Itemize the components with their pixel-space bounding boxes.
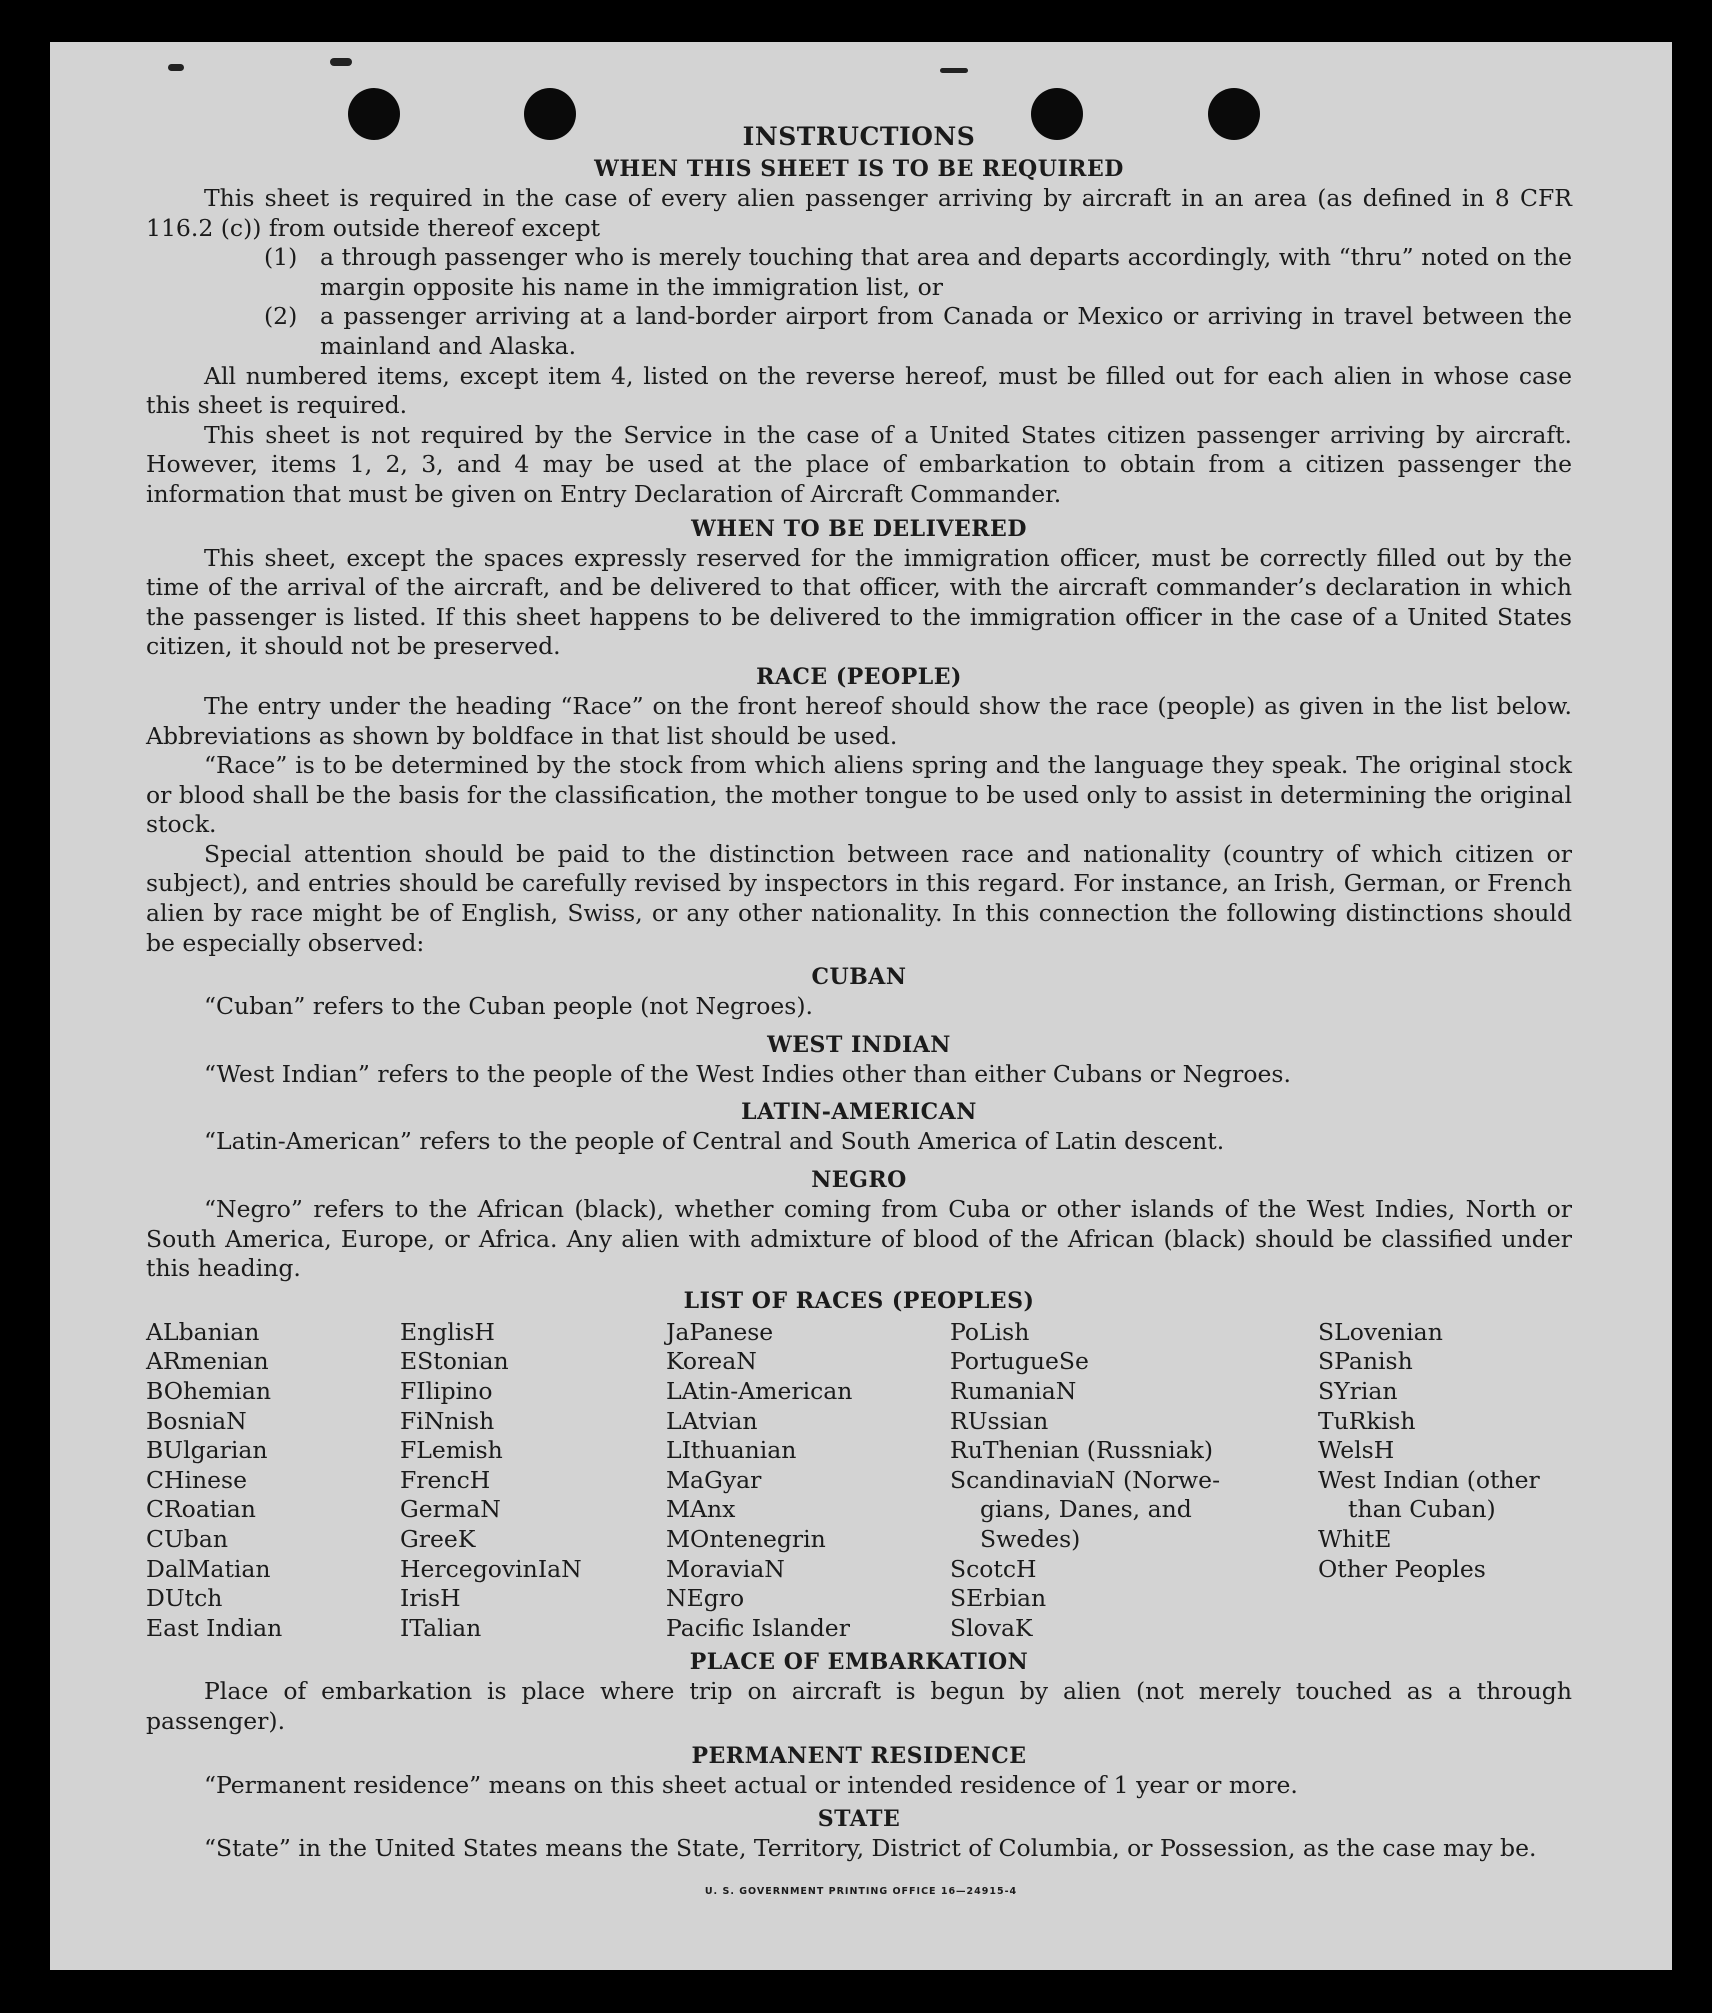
races-column [950,1318,1318,1644]
race-item: Other Peoples [1318,1554,1486,1583]
race-item: East Indian [146,1613,283,1642]
paragraph: This sheet is required in the case of every alien passenger arriving by aircraft in an area (as defined in 8 CFR 116.2 (c)) from outside thereof except [146,184,1572,242]
race-item: MaGyar [666,1465,762,1494]
item-number: (2) [264,302,298,331]
paragraph: Special attention should be paid to the distinction between race and nationality (country of which citizen or subject), and entries should be carefully revised by inspectors in this regard. For instance, an Irish, German, or French alien by race might be of English, Swiss, or any other nationality. In this connection the following distinctions should be especially observed: [146,839,1572,957]
section-heading: WEST INDIAN [767,1031,951,1058]
paragraph: “Race” is to be determined by the stock from which aliens spring and the language they speak. The original stock or blood shall be the basis for the classification, the mother tongue to be used only to assist in determining the original stock. [146,751,1572,839]
race-item: MoraviaN [666,1554,785,1583]
race-item-continued: Swedes) [980,1524,1081,1553]
section-heading: NEGRO [811,1167,907,1194]
section-heading: PERMANENT RESIDENCE [691,1742,1027,1769]
race-item: KoreaN [666,1347,757,1376]
paragraph: This sheet is not required by the Service in the case of a United States citizen passenger arriving by aircraft. However, items 1, 2, 3, and 4 may be used at the place of embarkation to obtain from a citizen passenger the information that must be given on Entry Declaration of Aircraft Commander. [146,420,1572,508]
exception-item [264,302,1572,361]
race-item: FrencH [400,1465,491,1494]
exception-item [264,243,1572,302]
section-heading: WHEN THIS SHEET IS TO BE REQUIRED [594,156,1124,182]
race-item: TuRkish [1318,1406,1416,1435]
race-item: MAnx [666,1495,736,1524]
race-item: FIlipino [400,1377,493,1405]
race-item: Pacific Islander [666,1613,850,1642]
races-column [400,1318,666,1644]
race-item: GreeK [400,1524,476,1553]
paragraph: All numbered items, except item 4, listed on the reverse hereof, must be filled out for each alien in whose case this sheet is required. [146,361,1572,420]
race-item: EnglisH [400,1317,495,1346]
race-item: WelsH [1318,1436,1395,1465]
race-item: RuThenian (Russniak) [950,1436,1213,1465]
race-item: BosniaN [146,1406,247,1435]
section-heading: LATIN-AMERICAN [741,1099,977,1126]
race-item: DUtch [146,1584,223,1613]
race-item: West Indian (other [1318,1465,1540,1494]
race-item: IrisH [400,1584,461,1613]
race-item: JaPanese [666,1317,774,1346]
race-item: LAtvian [666,1406,758,1435]
race-item: NEgro [666,1584,745,1613]
item-number: (1) [264,243,298,272]
race-item: PoLish [950,1317,1030,1346]
section-heading: RACE (PEOPLE) [756,663,962,690]
race-item: MOntenegrin [666,1524,826,1553]
page-title: INSTRUCTIONS [742,122,976,151]
races-column [146,1318,400,1644]
paragraph: “Cuban” refers to the Cuban people (not Negroes). [204,992,814,1021]
races-list [146,1318,1572,1644]
paragraph: “West Indian” refers to the people of the West Indies other than either Cubans or Negroes. [204,1059,1291,1088]
paragraph: This sheet, except the spaces expressly reserved for the immigration officer, must be correctly filled out by the time of the arrival of the aircraft, and be delivered to that officer, with the aircraft commander’s declaration in which the passenger is listed. If this sheet happens to be delivered to the immigration officer in the case of a United States citizen, it should not be preserved. [146,543,1572,661]
race-item: ALbanian [146,1317,260,1346]
paragraph: Place of embarkation is place where trip on aircraft is begun by alien (not merely touched as a through passenger). [146,1677,1572,1735]
race-item-continued: gians, Danes, and [980,1495,1192,1524]
race-item: RumaniaN [950,1377,1077,1405]
item-text: a passenger arriving at a land-border airport from Canada or Mexico or arriving in travel between the mainland and Alaska. [320,302,1572,360]
race-item: HercegovinIaN [400,1554,582,1583]
paragraph: “Negro” refers to the African (black), whether coming from Cuba or other islands of the West Indies, North or South America, Europe, or Africa. Any alien with admixture of blood of the African (black) should be classified under this heading. [146,1195,1572,1283]
race-item: RUssian [950,1406,1049,1435]
section-heading: PLACE OF EMBARKATION [689,1649,1029,1676]
race-item: ScandinaviaN (Norwe- [950,1465,1221,1494]
printer-imprint: U. S. GOVERNMENT PRINTING OFFICE 16—24915-4 [704,1886,1018,1897]
section-heading: LIST OF RACES (PEOPLES) [683,1287,1035,1314]
race-item: PortugueSe [950,1347,1089,1376]
race-item: DalMatian [146,1554,271,1583]
race-item: LIthuanian [666,1436,797,1465]
race-item: BOhemian [146,1377,271,1405]
paragraph: The entry under the heading “Race” on the front hereof should show the race (people) as given in the list below. Abbreviations as shown by boldface in that list should be used. [146,691,1572,750]
smudge [940,68,968,73]
race-item: ITalian [400,1613,482,1642]
paragraph: “Latin-American” refers to the people of Central and South America of Latin descent. [204,1127,1225,1156]
race-item: FLemish [400,1436,503,1465]
race-item: EStonian [400,1347,509,1376]
item-text: a through passenger who is merely touching that area and departs accordingly, with “thru” noted on the margin opposite his name in the immigration list, or [320,243,1572,301]
paragraph: “State” in the United States means the State, Territory, District of Columbia, or Possession, as the case may be. [204,1834,1537,1863]
smudge [330,58,352,66]
race-item: SlovaK [950,1613,1033,1642]
paragraph: “Permanent residence” means on this sheet actual or intended residence of 1 year or more. [204,1770,1298,1799]
race-item: WhitE [1318,1524,1392,1553]
smudge [168,64,184,71]
races-column [666,1318,950,1644]
section-heading: WHEN TO BE DELIVERED [691,515,1027,542]
race-item: BUlgarian [146,1436,268,1465]
document-sheet [50,42,1672,1970]
race-item: SErbian [950,1584,1047,1613]
race-item: LAtin-American [666,1377,853,1405]
race-item: FiNnish [400,1406,495,1435]
race-item: ScotcH [950,1554,1037,1583]
race-item: CRoatian [146,1495,256,1524]
section-heading: STATE [817,1806,901,1833]
race-item: SYrian [1318,1377,1398,1405]
section-heading: CUBAN [811,964,907,991]
race-item: ARmenian [146,1347,269,1376]
race-item-continued: than Cuban) [1348,1495,1496,1524]
instructions-content [146,120,1572,1864]
races-column [1318,1318,1572,1644]
race-item: SPanish [1318,1347,1413,1376]
race-item: GermaN [400,1495,501,1524]
race-item: CUban [146,1524,228,1553]
race-item: SLovenian [1318,1317,1443,1346]
race-item: CHinese [146,1465,247,1494]
